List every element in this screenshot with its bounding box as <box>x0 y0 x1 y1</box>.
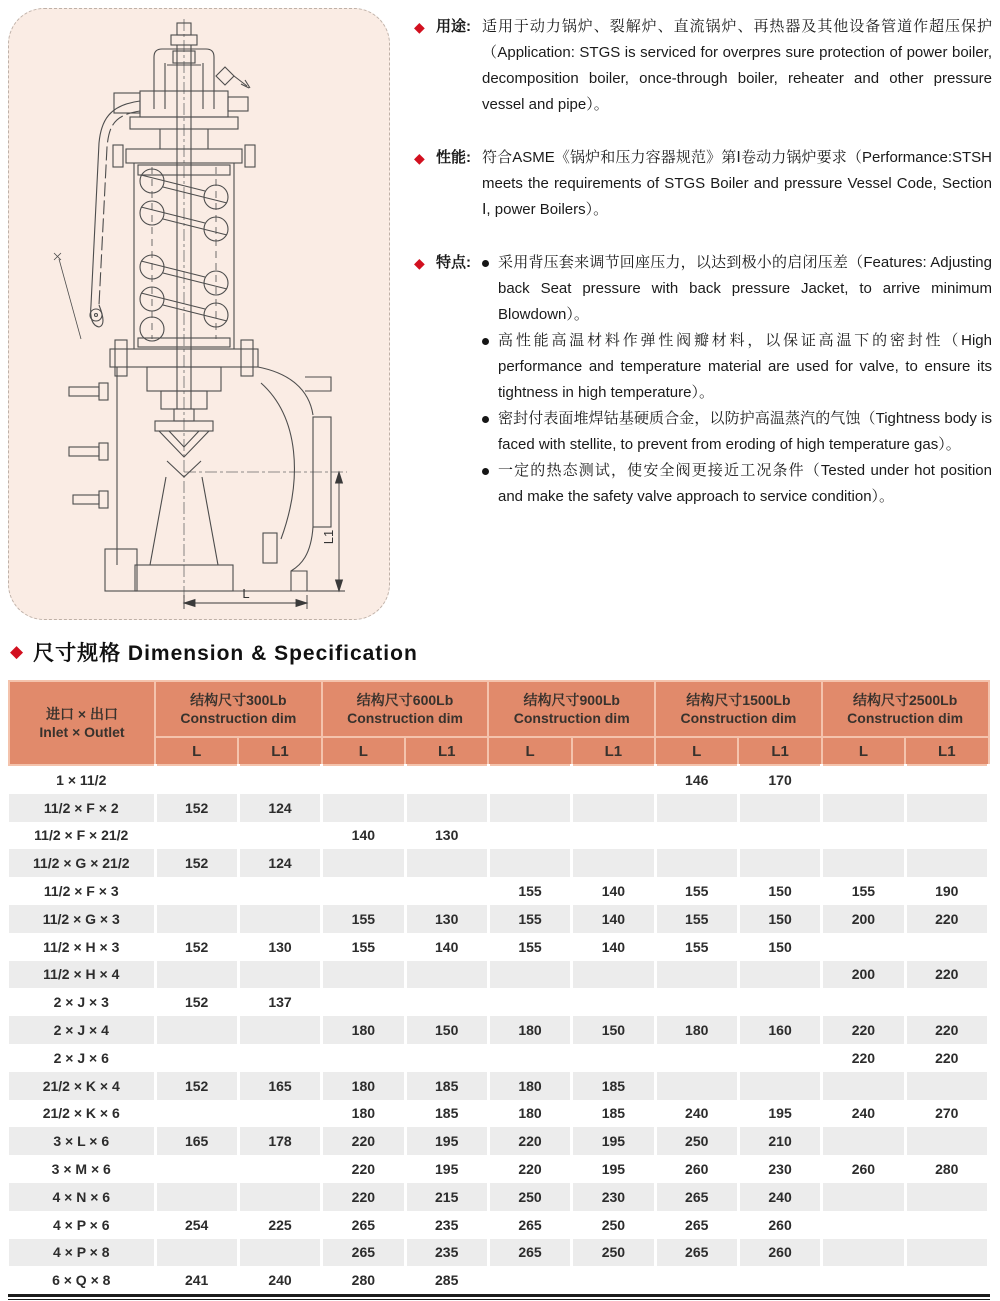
feature-item <box>482 406 992 458</box>
top-section <box>0 0 1000 622</box>
dim-value-cell <box>572 988 655 1016</box>
dim-value-cell <box>405 794 488 822</box>
dim-value-cell: 140 <box>572 905 655 933</box>
table-row <box>9 1211 989 1239</box>
dim-value-cell: 146 <box>655 765 738 794</box>
dim-value-cell <box>405 849 488 877</box>
row-label: 3 × M × 6 <box>9 1155 155 1183</box>
dim-value-cell: 180 <box>655 1016 738 1044</box>
performance-label: 性能: <box>436 149 471 166</box>
valve-drawing-panel <box>8 8 390 620</box>
dim-value-cell: 152 <box>155 849 238 877</box>
dim-value-cell: 240 <box>238 1266 321 1294</box>
application-block <box>414 14 992 118</box>
row-label: 11/2 × G × 21/2 <box>9 849 155 877</box>
dim-value-cell <box>488 794 571 822</box>
dim-value-cell: 180 <box>488 1016 571 1044</box>
release-fork <box>154 49 250 109</box>
dim-value-cell: 130 <box>238 933 321 961</box>
col-header-l: L <box>655 737 738 765</box>
dim-value-cell <box>738 988 821 1016</box>
dim-value-cell: 152 <box>155 988 238 1016</box>
dim-value-cell: 150 <box>572 1016 655 1044</box>
dim-value-cell <box>655 794 738 822</box>
dim-value-cell <box>572 794 655 822</box>
row-label: 11/2 × F × 2 <box>9 794 155 822</box>
col-header-2500lb: 结构尺寸2500Lb Construction dim <box>822 681 989 737</box>
dim-value-cell <box>238 822 321 850</box>
dim-value-cell <box>322 988 405 1016</box>
col-header-inlet-outlet <box>9 681 155 765</box>
dim-value-cell: 250 <box>488 1183 571 1211</box>
dim-value-cell: 170 <box>738 765 821 794</box>
col-header-600lb: 结构尺寸600Lb Construction dim <box>322 681 489 737</box>
table-subheader-row <box>9 737 989 765</box>
table-row <box>9 1239 989 1267</box>
dim-value-cell: 250 <box>655 1127 738 1155</box>
dim-value-cell: 155 <box>655 933 738 961</box>
dim-value-cell: 124 <box>238 849 321 877</box>
dim-value-cell <box>238 1016 321 1044</box>
row-label: 11/2 × G × 3 <box>9 905 155 933</box>
dim-value-cell <box>238 877 321 905</box>
performance-block <box>414 145 992 223</box>
dim-value-cell <box>822 1072 905 1100</box>
dim-value-cell: 235 <box>405 1239 488 1267</box>
dim-value-cell <box>238 1183 321 1211</box>
dim-value-cell: 150 <box>738 905 821 933</box>
dim-value-cell: 152 <box>155 1072 238 1100</box>
dim-value-cell: 155 <box>822 877 905 905</box>
table-row <box>9 1127 989 1155</box>
dim-value-cell <box>155 1239 238 1267</box>
dimension-labels <box>242 530 336 601</box>
row-label: 3 × L × 6 <box>9 1127 155 1155</box>
feature-item <box>482 250 992 328</box>
dim-value-cell: 140 <box>572 933 655 961</box>
dim-value-cell: 220 <box>488 1155 571 1183</box>
table-body <box>9 765 989 1294</box>
dim-value-cell: 265 <box>322 1239 405 1267</box>
dim-value-cell <box>738 961 821 989</box>
dim-value-cell: 200 <box>822 961 905 989</box>
dim-value-cell: 150 <box>405 1016 488 1044</box>
dim-value-cell: 180 <box>322 1016 405 1044</box>
row-label: 4 × N × 6 <box>9 1183 155 1211</box>
dim-value-cell: 165 <box>238 1072 321 1100</box>
table-row <box>9 849 989 877</box>
dim-value-cell: 220 <box>488 1127 571 1155</box>
dim-value-cell <box>155 877 238 905</box>
dim-value-cell: 195 <box>738 1100 821 1128</box>
dim-value-cell: 250 <box>572 1211 655 1239</box>
dim-value-cell: 160 <box>738 1016 821 1044</box>
dim-value-cell: 210 <box>738 1127 821 1155</box>
table-row <box>9 1100 989 1128</box>
table-head <box>9 681 989 765</box>
dim-value-cell: 137 <box>238 988 321 1016</box>
dim-value-cell: 220 <box>322 1183 405 1211</box>
row-label: 11/2 × F × 21/2 <box>9 822 155 850</box>
dim-value-cell: 155 <box>488 877 571 905</box>
table-row <box>9 1183 989 1211</box>
table-row <box>9 765 989 794</box>
dim-value-cell <box>488 765 571 794</box>
dim-value-cell <box>905 1072 988 1100</box>
dim-value-cell: 265 <box>655 1239 738 1267</box>
dim-value-cell: 152 <box>155 933 238 961</box>
dim-value-cell: 225 <box>238 1211 321 1239</box>
dim-value-cell <box>822 794 905 822</box>
info-column <box>414 8 994 622</box>
col-header-l1: L1 <box>238 737 321 765</box>
diamond-icon: ◆ <box>10 642 24 661</box>
centerlines <box>184 19 347 607</box>
dim-value-cell: 230 <box>572 1183 655 1211</box>
dim-value-cell: 235 <box>405 1211 488 1239</box>
dim-value-cell: 220 <box>905 1044 988 1072</box>
dim-value-cell: 250 <box>572 1239 655 1267</box>
dim-value-cell <box>238 961 321 989</box>
dim-value-cell: 265 <box>488 1239 571 1267</box>
features-label: 特点: <box>436 254 471 271</box>
feature-text: 采用背压套来调节回座压力，以达到极小的启闭压差（Features: Adjusting back Seat pressure with back pressure Jacket, to arrive minimum Blowdown）。 <box>498 254 992 323</box>
dim-value-cell <box>238 1155 321 1183</box>
dim-value-cell: 220 <box>822 1044 905 1072</box>
diamond-icon: ◆ <box>414 19 425 35</box>
dim-value-cell <box>155 765 238 794</box>
dim-value-cell <box>155 1183 238 1211</box>
dim-value-cell <box>238 765 321 794</box>
dim-value-cell <box>405 961 488 989</box>
col-header-1500lb: 结构尺寸1500Lb Construction dim <box>655 681 822 737</box>
cap <box>114 91 248 129</box>
table-row <box>9 877 989 905</box>
dim-value-cell <box>488 849 571 877</box>
dim-value-cell <box>822 1183 905 1211</box>
dim-value-cell: 220 <box>322 1127 405 1155</box>
dim-value-cell <box>155 1044 238 1072</box>
dim-value-cell: 180 <box>488 1072 571 1100</box>
feature-item <box>482 328 992 406</box>
dim-value-cell: 150 <box>738 933 821 961</box>
dim-value-cell <box>655 1072 738 1100</box>
col-header-300lb: 结构尺寸300Lb Construction dim <box>155 681 322 737</box>
table-row <box>9 933 989 961</box>
dim-value-cell: 195 <box>405 1155 488 1183</box>
dim-value-cell <box>572 1266 655 1294</box>
row-label: 11/2 × H × 4 <box>9 961 155 989</box>
dim-value-cell: 152 <box>155 794 238 822</box>
dim-value-cell: 254 <box>155 1211 238 1239</box>
dim-value-cell: 180 <box>322 1100 405 1128</box>
dim-value-cell: 140 <box>322 822 405 850</box>
dim-value-cell <box>155 961 238 989</box>
dim-value-cell <box>155 1155 238 1183</box>
dim-value-cell <box>822 1266 905 1294</box>
row-label: 1 × 11/2 <box>9 765 155 794</box>
dim-value-cell: 185 <box>572 1072 655 1100</box>
dim-value-cell <box>905 849 988 877</box>
dim-value-cell <box>322 849 405 877</box>
dim-value-cell <box>572 849 655 877</box>
dim-value-cell <box>905 1239 988 1267</box>
table-row <box>9 1155 989 1183</box>
dim-value-cell <box>738 794 821 822</box>
table-row <box>9 1266 989 1294</box>
col-header-l1: L1 <box>405 737 488 765</box>
dim-value-cell <box>822 765 905 794</box>
dim-value-cell <box>738 1266 821 1294</box>
dim-value-cell <box>572 961 655 989</box>
bullet-dot-icon <box>482 338 489 345</box>
dim-value-cell <box>905 1266 988 1294</box>
col-header-l: L <box>155 737 238 765</box>
dim-value-cell <box>405 988 488 1016</box>
dim-value-cell: 155 <box>322 905 405 933</box>
performance-text: 符合ASME《锅炉和压力容器规范》第Ⅰ卷动力锅炉要求（Performance:STSH meets the requirements of STGS Boiler and pressure Vessel Code, Section Ⅰ, power Boilers）。 <box>482 149 992 218</box>
dimension-section-header <box>10 637 1000 667</box>
dim-value-cell: 165 <box>155 1127 238 1155</box>
row-label: 2 × J × 4 <box>9 1016 155 1044</box>
dim-value-cell <box>405 765 488 794</box>
dim-value-cell <box>822 1127 905 1155</box>
row-label: 11/2 × F × 3 <box>9 877 155 905</box>
bullet-dot-icon <box>482 468 489 475</box>
table-row <box>9 794 989 822</box>
dimension-table <box>8 680 990 1294</box>
dim-value-cell <box>155 1016 238 1044</box>
application-text: 适用于动力锅炉、裂解炉、直流锅炉、再热器及其他设备管道作超压保护（Application: STGS is serviced for overpres sure protection of power boiler, decomposition boiler, once-through boiler, reheater and other pressure vessel and pipe）。 <box>482 18 992 113</box>
row-label: 4 × P × 8 <box>9 1239 155 1267</box>
dim-value-cell: 130 <box>405 905 488 933</box>
dim-value-cell: 240 <box>738 1183 821 1211</box>
dim-value-cell: 195 <box>572 1155 655 1183</box>
table-header-row <box>9 681 989 737</box>
dim-value-cell: 124 <box>238 794 321 822</box>
table-bottom-rule <box>8 1294 990 1300</box>
row-label: 6 × Q × 8 <box>9 1266 155 1294</box>
row-label: 21/2 × K × 4 <box>9 1072 155 1100</box>
dim-value-cell <box>655 988 738 1016</box>
feature-text: 密封付表面堆焊钴基硬质合金，以防护高温蒸汽的气蚀（Tightness body is faced with stellite, to prevent from eroding of high temperature gas）。 <box>498 410 992 453</box>
section-title: 尺寸规格 Dimension & Specification <box>33 642 418 665</box>
dim-value-cell: 285 <box>405 1266 488 1294</box>
dim-value-cell <box>905 933 988 961</box>
dim-value-cell <box>822 849 905 877</box>
dim-value-cell: 185 <box>405 1072 488 1100</box>
bullet-dot-icon <box>482 260 489 267</box>
dim-value-cell: 140 <box>572 877 655 905</box>
dim-value-cell <box>488 961 571 989</box>
dim-value-cell <box>238 1100 321 1128</box>
table-row <box>9 988 989 1016</box>
dim-value-cell <box>738 1072 821 1100</box>
diamond-icon: ◆ <box>414 255 425 271</box>
dim-value-cell: 178 <box>238 1127 321 1155</box>
dim-value-cell <box>322 961 405 989</box>
dim-value-cell <box>905 988 988 1016</box>
dim-value-cell <box>905 765 988 794</box>
row-label: 4 × P × 6 <box>9 1211 155 1239</box>
valve-technical-drawing <box>9 9 390 620</box>
table-row <box>9 1072 989 1100</box>
dim-value-cell: 265 <box>655 1183 738 1211</box>
dim-value-cell: 185 <box>572 1100 655 1128</box>
table-row <box>9 905 989 933</box>
dim-value-cell <box>405 1044 488 1072</box>
dim-value-cell: 265 <box>322 1211 405 1239</box>
table-row <box>9 1044 989 1072</box>
dim-value-cell <box>155 1100 238 1128</box>
dim-value-cell <box>655 961 738 989</box>
dim-value-cell: 240 <box>822 1100 905 1128</box>
features-block <box>414 250 992 510</box>
dim-value-cell <box>822 988 905 1016</box>
row-label: 21/2 × K × 6 <box>9 1100 155 1128</box>
col-header-l: L <box>322 737 405 765</box>
dim-value-cell <box>905 1127 988 1155</box>
table-row <box>9 822 989 850</box>
dim-value-cell: 155 <box>322 933 405 961</box>
dim-value-cell: 215 <box>405 1183 488 1211</box>
feature-text: 高性能高温材料作弹性阀瓣材料，以保证高温下的密封性（High performance and temperature material are used for valve, to ensure its tightness in high temperature）。 <box>498 332 992 401</box>
col-header-l1: L1 <box>738 737 821 765</box>
dim-value-cell <box>655 1044 738 1072</box>
dim-value-cell <box>322 1044 405 1072</box>
dim-value-cell <box>488 822 571 850</box>
col-header-900lb: 结构尺寸900Lb Construction dim <box>488 681 655 737</box>
dim-value-cell <box>488 1044 571 1072</box>
dim-value-cell <box>655 1266 738 1294</box>
feature-text: 一定的热态测试，使安全阀更接近工况条件（Tested under hot position and make the safety valve approach to service condition）。 <box>498 462 992 505</box>
dim-value-cell <box>905 1211 988 1239</box>
dim-label-l: L <box>242 586 250 601</box>
col-header-l1: L1 <box>905 737 988 765</box>
dim-value-cell <box>405 877 488 905</box>
dim-value-cell <box>738 849 821 877</box>
dim-value-cell: 195 <box>405 1127 488 1155</box>
dim-value-cell: 155 <box>488 905 571 933</box>
col-header-l: L <box>488 737 571 765</box>
row-label: 2 × J × 3 <box>9 988 155 1016</box>
bullet-dot-icon <box>482 416 489 423</box>
application-label: 用途: <box>436 18 471 35</box>
dim-value-cell <box>572 765 655 794</box>
inlet-outlet-en: Inlet × Outlet <box>39 724 125 740</box>
dim-value-cell: 140 <box>405 933 488 961</box>
dim-value-cell: 180 <box>322 1072 405 1100</box>
inlet-outlet-cn: 进口 × 出口 <box>46 706 118 722</box>
dim-value-cell: 130 <box>405 822 488 850</box>
dim-label-l1: L1 <box>321 529 336 545</box>
dim-value-cell: 280 <box>322 1266 405 1294</box>
dim-value-cell <box>822 1239 905 1267</box>
col-header-l1: L1 <box>572 737 655 765</box>
dim-value-cell: 155 <box>488 933 571 961</box>
dim-value-cell <box>238 1239 321 1267</box>
feature-item <box>482 458 992 510</box>
dim-value-cell: 220 <box>905 1016 988 1044</box>
dim-value-cell: 260 <box>738 1239 821 1267</box>
dim-value-cell <box>488 1266 571 1294</box>
dim-value-cell <box>322 765 405 794</box>
dim-value-cell: 280 <box>905 1155 988 1183</box>
dim-value-cell: 265 <box>488 1211 571 1239</box>
dim-value-cell <box>322 877 405 905</box>
row-label: 2 × J × 6 <box>9 1044 155 1072</box>
dim-value-cell: 230 <box>738 1155 821 1183</box>
dim-value-cell <box>488 988 571 1016</box>
dim-value-cell: 220 <box>905 905 988 933</box>
dim-value-cell: 260 <box>822 1155 905 1183</box>
dim-value-cell <box>905 1183 988 1211</box>
dim-value-cell <box>905 794 988 822</box>
dim-value-cell <box>322 794 405 822</box>
dim-value-cell <box>655 849 738 877</box>
diamond-icon: ◆ <box>414 150 425 166</box>
row-label: 11/2 × H × 3 <box>9 933 155 961</box>
dim-value-cell: 270 <box>905 1100 988 1128</box>
dim-value-cell: 195 <box>572 1127 655 1155</box>
dim-value-cell: 265 <box>655 1211 738 1239</box>
dim-value-cell <box>572 1044 655 1072</box>
dim-value-cell <box>572 822 655 850</box>
dim-value-cell <box>238 905 321 933</box>
dim-value-cell: 190 <box>905 877 988 905</box>
dim-value-cell: 260 <box>655 1155 738 1183</box>
dim-value-cell <box>738 1044 821 1072</box>
dim-value-cell <box>655 822 738 850</box>
dim-value-cell <box>822 933 905 961</box>
dim-value-cell: 220 <box>822 1016 905 1044</box>
dim-value-cell: 200 <box>822 905 905 933</box>
col-header-l: L <box>822 737 905 765</box>
features-list <box>482 250 992 510</box>
dim-value-cell: 150 <box>738 877 821 905</box>
dim-value-cell: 185 <box>405 1100 488 1128</box>
dim-value-cell: 241 <box>155 1266 238 1294</box>
valve-body <box>105 367 331 591</box>
dim-value-cell <box>822 1211 905 1239</box>
dim-value-cell <box>738 822 821 850</box>
dim-value-cell <box>238 1044 321 1072</box>
dim-value-cell <box>155 905 238 933</box>
dim-value-cell: 155 <box>655 905 738 933</box>
dim-value-cell <box>822 822 905 850</box>
dim-value-cell: 220 <box>905 961 988 989</box>
dim-value-cell <box>155 822 238 850</box>
table-row <box>9 1016 989 1044</box>
table-row <box>9 961 989 989</box>
dim-value-cell: 180 <box>488 1100 571 1128</box>
dim-value-cell: 220 <box>322 1155 405 1183</box>
dim-value-cell: 240 <box>655 1100 738 1128</box>
lever-arm <box>90 101 140 327</box>
dim-value-cell: 155 <box>655 877 738 905</box>
dim-value-cell <box>905 822 988 850</box>
dim-value-cell: 260 <box>738 1211 821 1239</box>
